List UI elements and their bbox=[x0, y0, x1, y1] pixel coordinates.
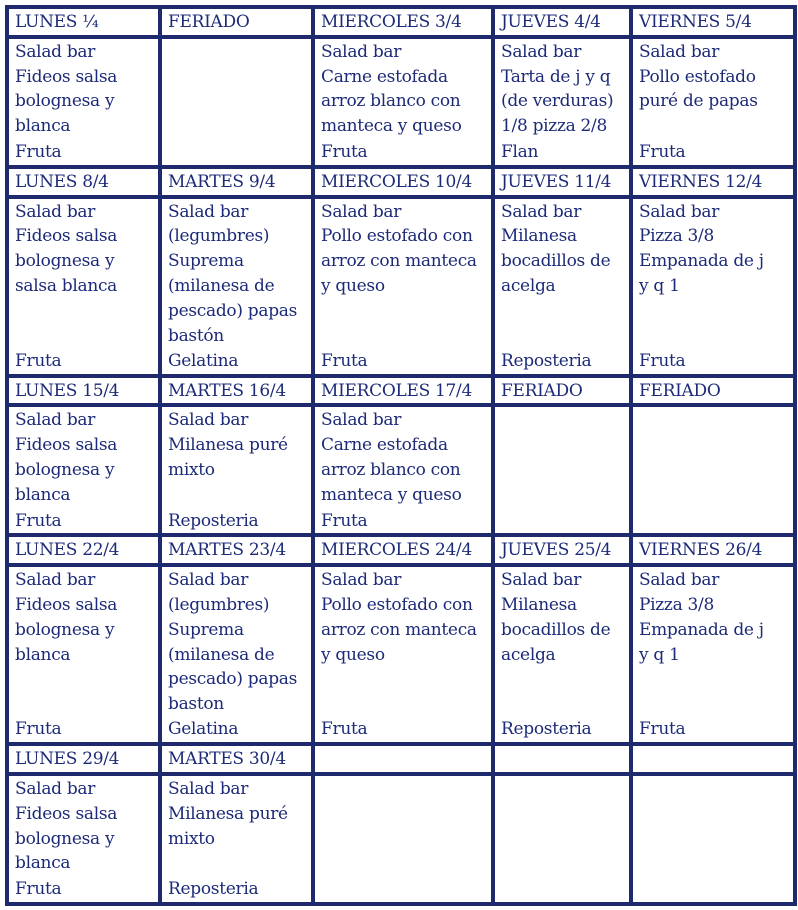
menu-item: Pollo estofado con bbox=[321, 594, 473, 615]
dessert-item: Fruta bbox=[321, 719, 368, 740]
menu-item: bolognesa y bbox=[15, 251, 115, 272]
menu-item: Fideos salsa bbox=[15, 66, 118, 87]
day-menu-cell bbox=[313, 37, 493, 167]
day-menu-cell bbox=[313, 565, 493, 744]
menu-item: arroz blanco con bbox=[321, 459, 461, 480]
menu-item: bolognesa y bbox=[15, 91, 115, 112]
menu-item: Milanesa bbox=[501, 594, 577, 615]
menu-item: Carne estofada bbox=[321, 66, 448, 87]
day-header: MARTES 16/4 bbox=[160, 376, 313, 406]
menu-item: (milanesa de bbox=[168, 275, 275, 296]
day-header: LUNES 22/4 bbox=[7, 535, 160, 565]
day-menu-cell bbox=[313, 405, 493, 535]
menu-item: Fideos salsa bbox=[15, 435, 118, 456]
dessert-item: Reposteria bbox=[501, 350, 592, 371]
day-menu-cell bbox=[313, 774, 493, 904]
menu-item: pescado) papas bbox=[168, 669, 298, 690]
menu-item: bolognesa y bbox=[15, 459, 115, 480]
day-header: FERIADO bbox=[493, 376, 631, 406]
day-menu-cell bbox=[631, 405, 795, 535]
day-menu-cell bbox=[7, 565, 160, 744]
menu-item: arroz con manteca bbox=[321, 251, 477, 272]
day-menu-cell bbox=[493, 774, 631, 904]
week-menu-row bbox=[7, 37, 795, 167]
menu-item: y queso bbox=[321, 275, 385, 296]
menu-item: bolognesa y bbox=[15, 828, 115, 849]
day-menu-cell bbox=[160, 774, 313, 904]
menu-item: Pizza 3/8 bbox=[639, 594, 714, 615]
menu-item: Salad bar bbox=[168, 570, 249, 591]
menu-item: mixto bbox=[168, 459, 215, 480]
dessert-item: Fruta bbox=[15, 142, 62, 162]
menu-item: (legumbres) bbox=[168, 226, 270, 247]
day-menu-cell bbox=[160, 37, 313, 167]
day-menu-cell bbox=[7, 197, 160, 376]
menu-item: acelga bbox=[501, 275, 556, 296]
menu-item: Salad bar bbox=[168, 201, 249, 222]
menu-item: Salad bar bbox=[321, 570, 402, 591]
day-header: MARTES 30/4 bbox=[160, 744, 313, 774]
menu-item: bocadillos de bbox=[501, 251, 611, 272]
day-header: LUNES 29/4 bbox=[7, 744, 160, 774]
menu-item: Salad bar bbox=[321, 410, 402, 431]
dessert-item: Fruta bbox=[639, 350, 686, 371]
menu-item: Salad bar bbox=[15, 41, 96, 62]
dessert-item: Reposteria bbox=[501, 719, 592, 740]
day-header: MIERCOLES 24/4 bbox=[313, 535, 493, 565]
menu-item: Milanesa bbox=[501, 226, 577, 247]
day-header: VIERNES 12/4 bbox=[631, 167, 795, 197]
menu-item: Suprema bbox=[168, 619, 244, 640]
menu-item: Fideos salsa bbox=[15, 594, 118, 615]
menu-item: 1/8 pizza 2/8 bbox=[501, 116, 607, 137]
dessert-item: Fruta bbox=[639, 719, 686, 740]
day-menu-cell bbox=[7, 774, 160, 904]
menu-item: (milanesa de bbox=[168, 644, 275, 665]
week-header-row bbox=[7, 7, 795, 37]
menu-item: acelga bbox=[501, 644, 556, 665]
day-menu-cell bbox=[631, 197, 795, 376]
dessert-item: Gelatina bbox=[168, 719, 239, 740]
day-menu-cell bbox=[7, 37, 160, 167]
dessert-item: Fruta bbox=[639, 142, 686, 162]
menu-item: Salad bar bbox=[15, 778, 96, 799]
menu-item: Fideos salsa bbox=[15, 803, 118, 824]
menu-item: manteca y queso bbox=[321, 116, 462, 137]
day-menu-cell bbox=[493, 197, 631, 376]
menu-item: Salad bar bbox=[15, 410, 96, 431]
week-menu-row bbox=[7, 774, 795, 904]
dessert-item: Fruta bbox=[15, 350, 62, 371]
menu-item: baston bbox=[168, 694, 224, 715]
menu-item: Salad bar bbox=[501, 41, 582, 62]
day-menu-cell bbox=[493, 37, 631, 167]
menu-item: blanca bbox=[15, 116, 71, 137]
day-header: MARTES 23/4 bbox=[160, 535, 313, 565]
menu-item: Salad bar bbox=[321, 41, 402, 62]
week-header-row bbox=[7, 376, 795, 406]
dessert-item: Fruta bbox=[321, 350, 368, 371]
day-menu-cell bbox=[160, 197, 313, 376]
day-header bbox=[493, 744, 631, 774]
menu-item: bastón bbox=[168, 325, 224, 346]
menu-item: blanca bbox=[15, 853, 71, 874]
day-header bbox=[313, 744, 493, 774]
menu-item: (de verduras) bbox=[501, 91, 614, 112]
day-header: MARTES 9/4 bbox=[160, 167, 313, 197]
menu-item: Salad bar bbox=[501, 570, 582, 591]
dessert-item: Fruta bbox=[321, 142, 368, 162]
menu-item: Empanada de j bbox=[639, 251, 764, 272]
menu-item: y q 1 bbox=[639, 644, 680, 665]
menu-item: y queso bbox=[321, 644, 385, 665]
menu-item: Pizza 3/8 bbox=[639, 226, 714, 247]
week-header-row bbox=[7, 167, 795, 197]
menu-item: Fideos salsa bbox=[15, 226, 118, 247]
day-header: MIERCOLES 3/4 bbox=[313, 7, 493, 37]
menu-item: bocadillos de bbox=[501, 619, 611, 640]
menu-item: Milanesa puré bbox=[168, 803, 288, 824]
day-menu-cell bbox=[631, 565, 795, 744]
menu-item: manteca y queso bbox=[321, 484, 462, 505]
day-menu-cell bbox=[313, 197, 493, 376]
menu-item: pescado) papas bbox=[168, 300, 298, 321]
day-menu-cell bbox=[631, 37, 795, 167]
menu-item: Pollo estofado con bbox=[321, 226, 473, 247]
dessert-item: Fruta bbox=[15, 719, 62, 740]
day-header: JUEVES 4/4 bbox=[493, 7, 631, 37]
day-menu-cell bbox=[160, 565, 313, 744]
menu-item: blanca bbox=[15, 484, 71, 505]
lunch-menu-table bbox=[5, 5, 797, 906]
day-header: FERIADO bbox=[160, 7, 313, 37]
menu-item: (legumbres) bbox=[168, 594, 270, 615]
day-header: JUEVES 11/4 bbox=[493, 167, 631, 197]
menu-item: Salad bar bbox=[168, 778, 249, 799]
menu-item: Salad bar bbox=[15, 570, 96, 591]
menu-item: y q 1 bbox=[639, 275, 680, 296]
dessert-item: Fruta bbox=[321, 510, 368, 531]
dessert-item: Flan bbox=[501, 142, 539, 162]
day-menu-cell bbox=[7, 405, 160, 535]
day-header: MIERCOLES 10/4 bbox=[313, 167, 493, 197]
menu-item: Salad bar bbox=[501, 201, 582, 222]
menu-item: Empanada de j bbox=[639, 619, 764, 640]
dessert-item: Reposteria bbox=[168, 510, 259, 531]
week-menu-row bbox=[7, 197, 795, 376]
menu-item: salsa blanca bbox=[15, 275, 118, 296]
day-header: LUNES ¼ bbox=[7, 7, 160, 37]
day-header: LUNES 8/4 bbox=[7, 167, 160, 197]
menu-item: puré de papas bbox=[639, 91, 758, 112]
day-menu-cell bbox=[631, 774, 795, 904]
day-menu-cell bbox=[493, 565, 631, 744]
day-header bbox=[631, 744, 795, 774]
menu-item: Milanesa puré bbox=[168, 435, 288, 456]
dessert-item: Fruta bbox=[15, 879, 62, 900]
week-header-row bbox=[7, 535, 795, 565]
menu-item: arroz con manteca bbox=[321, 619, 477, 640]
menu-item: Salad bar bbox=[321, 201, 402, 222]
menu-item: Salad bar bbox=[168, 410, 249, 431]
menu-item: Suprema bbox=[168, 251, 244, 272]
day-header: VIERNES 26/4 bbox=[631, 535, 795, 565]
menu-item: Salad bar bbox=[639, 201, 720, 222]
week-menu-row bbox=[7, 405, 795, 535]
day-menu-cell bbox=[160, 405, 313, 535]
menu-item: Pollo estofado bbox=[639, 66, 756, 87]
dessert-item: Gelatina bbox=[168, 350, 239, 371]
menu-item: Tarta de j y q bbox=[501, 66, 611, 87]
menu-item: blanca bbox=[15, 644, 71, 665]
dessert-item: Reposteria bbox=[168, 879, 259, 900]
menu-item: Salad bar bbox=[639, 41, 720, 62]
day-header: FERIADO bbox=[631, 376, 795, 406]
day-header: MIERCOLES 17/4 bbox=[313, 376, 493, 406]
menu-item: bolognesa y bbox=[15, 619, 115, 640]
day-header: JUEVES 25/4 bbox=[493, 535, 631, 565]
week-menu-row bbox=[7, 565, 795, 744]
menu-item: mixto bbox=[168, 828, 215, 849]
dessert-item: Fruta bbox=[15, 510, 62, 531]
day-menu-cell bbox=[493, 405, 631, 535]
menu-item: arroz blanco con bbox=[321, 91, 461, 112]
menu-item: Carne estofada bbox=[321, 435, 448, 456]
menu-item: Salad bar bbox=[639, 570, 720, 591]
day-header: VIERNES 5/4 bbox=[631, 7, 795, 37]
menu-item: Salad bar bbox=[15, 201, 96, 222]
day-header: LUNES 15/4 bbox=[7, 376, 160, 406]
week-header-row bbox=[7, 744, 795, 774]
